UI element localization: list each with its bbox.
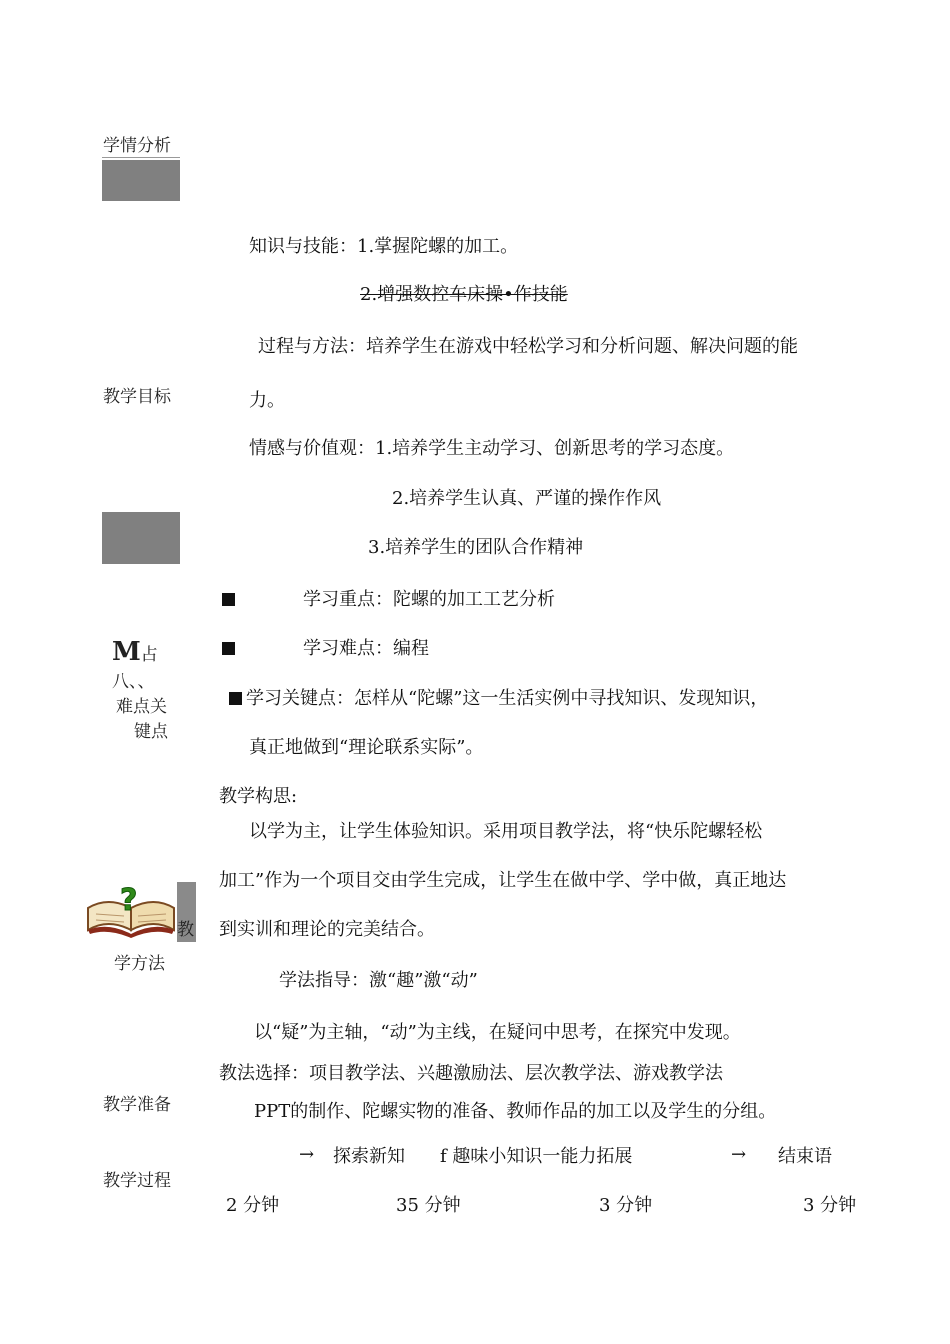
label-keypoints-line4: 键点	[134, 722, 168, 742]
keypoint-key-line2: 真正地做到“理论联系实际”。	[249, 737, 484, 758]
objective-emotion-2: 2.培养学生认真、严谨的操作作风	[392, 488, 662, 509]
keypoint-focus: 学习重点：陀螺的加工工艺分析	[303, 589, 555, 610]
guide-title: 学法指导：激“趣”激“动”	[279, 970, 478, 991]
process-time-3: 3 分钟	[599, 1195, 653, 1216]
objective-knowledge: 知识与技能：1.掌握陀螺的加工。	[249, 236, 519, 257]
label-keypoints-line3: 难点关	[116, 697, 167, 717]
label-method-char: 教	[177, 920, 194, 940]
objective-knowledge-2: 2.增强数控车床操•作技能	[360, 284, 568, 305]
guide-detail: 以“疑”为主轴，“动”为主线，在疑问中思考，在探究中发现。	[254, 1022, 741, 1043]
label-objectives: 教学目标	[103, 387, 171, 407]
objective-emotion-3: 3.培养学生的团队合作精神	[368, 537, 584, 558]
gray-placeholder-2	[102, 512, 180, 564]
concept-title: 教学构思:	[219, 786, 298, 807]
objective-process-line1: 过程与方法：培养学生在游戏中轻松学习和分析问题、解决问题的能	[258, 336, 798, 357]
preparation-text: PPT的制作、陀螺实物的准备、教师作品的加工以及学生的分组。	[254, 1101, 777, 1122]
label-m: M	[112, 637, 141, 667]
gray-placeholder-1	[102, 160, 180, 201]
process-step-1: 探索新知	[333, 1146, 405, 1167]
method-choice: 教法选择：项目教学法、兴趣激励法、层次教学法、游戏教学法	[219, 1063, 723, 1084]
label-analysis: 学情分析	[103, 136, 171, 156]
question-book-icon	[84, 878, 178, 940]
arrow-right-icon: →	[299, 1144, 315, 1165]
concept-line2: 加工”作为一个项目交由学生完成，让学生在做中学、学中做，真正地达	[219, 870, 787, 891]
label-preparation: 教学准备	[103, 1095, 171, 1115]
process-time-1: 2 分钟	[226, 1195, 280, 1216]
label-method: 学方法	[114, 954, 165, 974]
label-underline	[102, 157, 180, 158]
process-step-3: 结束语	[778, 1146, 832, 1167]
objective-process-line2: 力。	[249, 390, 285, 411]
keypoint-key-line1: 学习关键点：怎样从“陀螺”这一生活实例中寻找知识、发现知识，	[246, 688, 769, 709]
label-process: 教学过程	[103, 1171, 171, 1191]
svg-text:?: ?	[120, 883, 138, 918]
label-keypoints-line1	[112, 637, 158, 667]
label-keypoints-line2: 八、、	[112, 672, 155, 692]
concept-line3: 到实训和理论的完美结合。	[219, 919, 435, 940]
objective-emotion-1: 情感与价值观：1.培养学生主动学习、创新思考的学习态度。	[249, 438, 735, 459]
process-time-2: 35 分钟	[396, 1195, 461, 1216]
concept-line1: 以学为主，让学生体验知识。采用项目教学法，将“快乐陀螺轻松	[249, 821, 763, 842]
bullet-square-icon	[222, 588, 235, 612]
bullet-square-icon	[222, 637, 235, 661]
process-time-4: 3 分钟	[803, 1195, 857, 1216]
process-step-2: f 趣味小知识一能力拓展	[440, 1146, 633, 1167]
keypoint-difficulty: 学习难点：编程	[303, 638, 429, 659]
bullet-square-icon	[229, 687, 242, 711]
arrow-right-icon: →	[731, 1144, 747, 1165]
label-key-rest: 占	[140, 645, 158, 665]
